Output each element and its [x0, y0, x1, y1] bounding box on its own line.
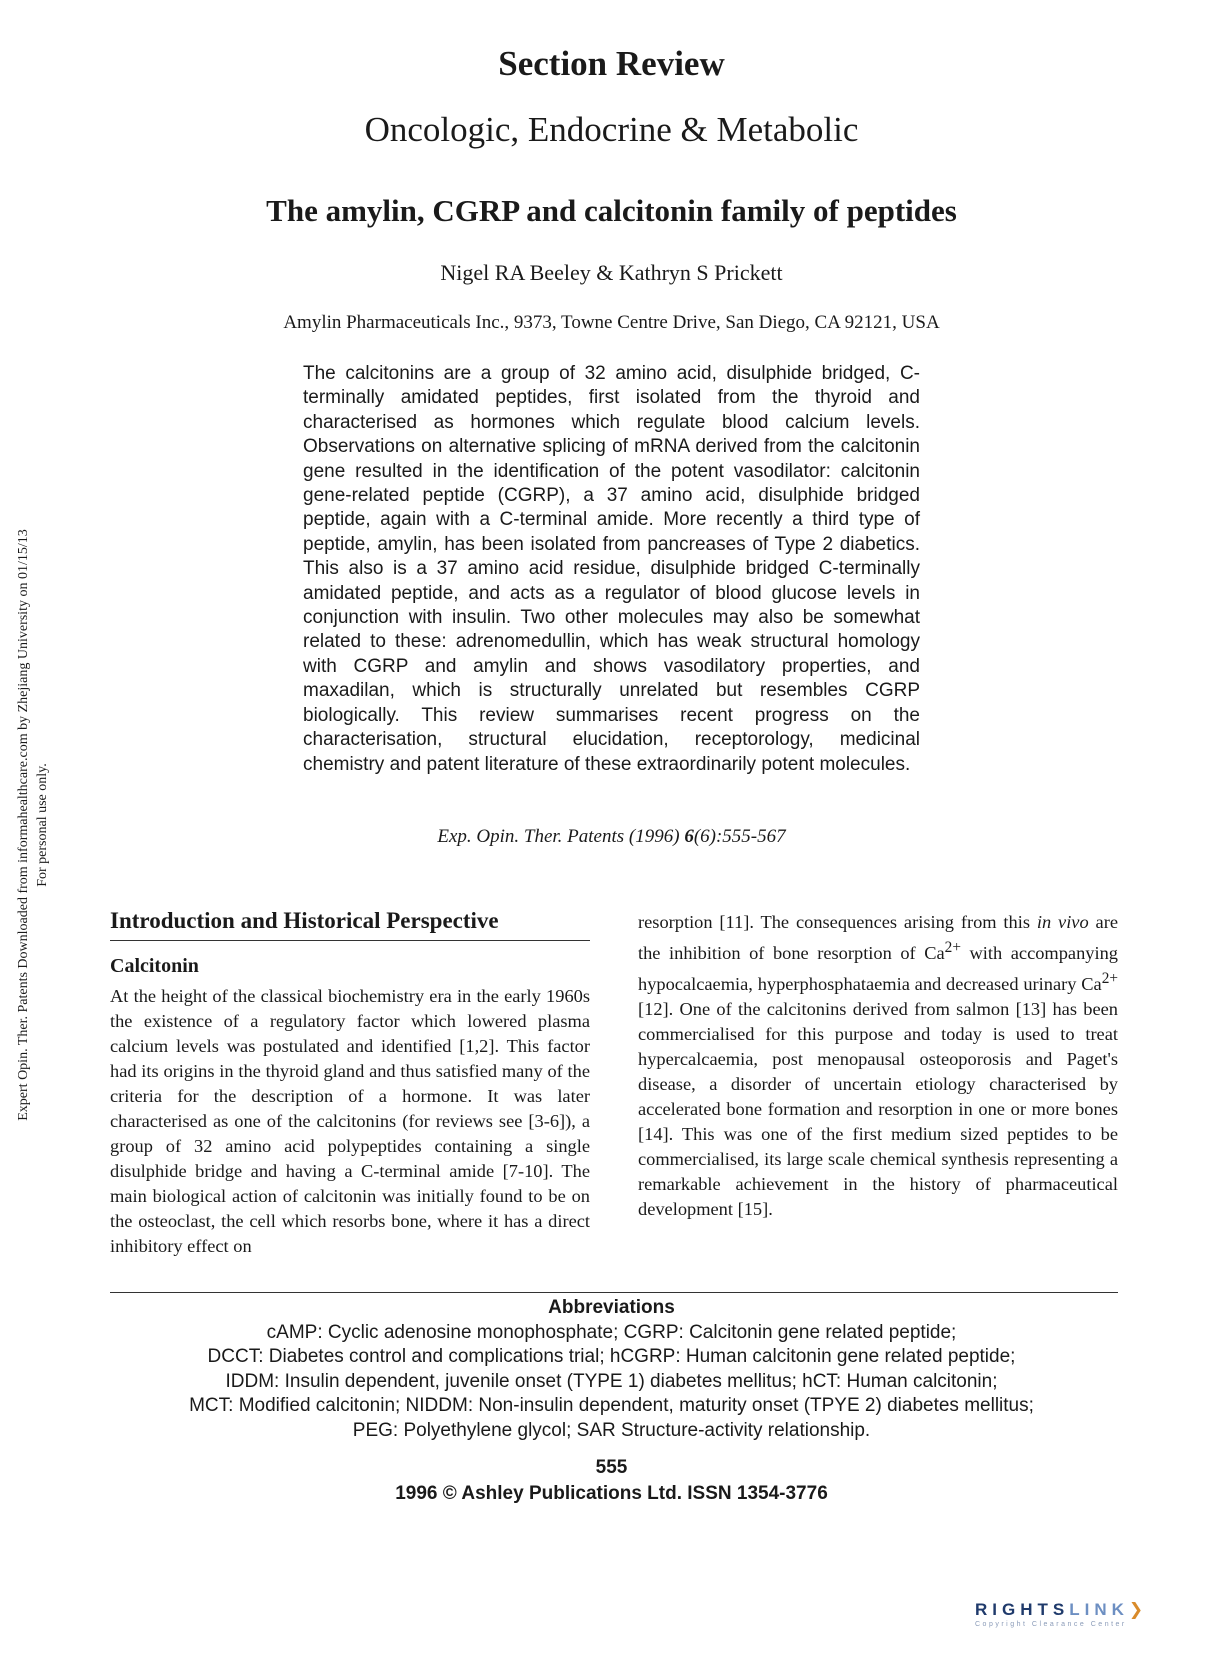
text-run: with accompanying hypocalcaemia, hyperphosphataemia and decreased urinary Ca [638, 943, 1118, 995]
citation-journal: Exp. Opin. Ther. Patents (1996) [437, 826, 685, 847]
abbreviation-line: PEG: Polyethylene glycol; SAR Structure-activity relationship. [352, 1419, 871, 1441]
citation-pages: (6):555-567 [693, 826, 786, 847]
publisher-line: 1996 © Ashley Publications Ltd. ISSN 1354-3776 [395, 1483, 828, 1504]
section-subheading: Oncologic, Endocrine & Metabolic [364, 110, 859, 149]
citation [0, 826, 1223, 848]
abbreviation-line: cAMP: Cyclic adenosine monophosphate; CGRP: Calcitonin gene related peptide; [266, 1321, 957, 1343]
italic-run: in vivo [1036, 912, 1089, 932]
personal-use-note: For personal use only. [35, 763, 50, 887]
affiliation: Amylin Pharmaceuticals Inc., 9373, Towne Centre Drive, San Diego, CA 92121, USA [283, 312, 940, 333]
left-paragraph: At the height of the classical biochemistry era in the early 1960s the existence of a regulatory factor which lowered plasma calcium levels was postulated and identified [1,2]. This factor had its origins in the thyroid gland and thus satisfied many of the criteria for the description of a hormone. It was later characterised as one of the calcitonins (for reviews see [3-6]), a group of 32 amino acid polypeptides containing a single disulphide bridge and having a C-terminal amide [7-10]. The main biological action of calcitonin was initially found to be on the osteoclast, the cell which resorbs bone, where it has a direct inhibitory effect on [110, 986, 590, 1256]
abbreviation-line: MCT: Modified calcitonin; NIDDM: Non-insulin dependent, maturity onset (TPYE 2) diabetes mellitus; [189, 1395, 1034, 1417]
text-run: [12]. One of the calcitonins derived from salmon [13] has been commercialised for this purpose and today is used to treat hypercalcaemia, post menopausal osteoporosis and Paget's disease, a disorder of uncertain etiology characterised by accelerated bone formation and resorption in one or more bones [14]. This was one of the first medium sized peptides to be commercialised, its large scale chemical synthesis representing a remarkable achievement in the history of pharmaceutical development [15]. [638, 999, 1118, 1220]
section-heading: Section Review [498, 44, 725, 83]
rightslink-wordmark [975, 1600, 1205, 1620]
page-number: 555 [595, 1457, 628, 1478]
calcitonin-heading: Calcitonin [110, 955, 199, 977]
abstract: The calcitonins are a group of 32 amino acid, disulphide bridged, C-terminally amidated peptides, first isolated from the thyroid and characterised as hormones which regulate blood calcium levels. Observations on alternative splicing of mRNA derived from the calcitonin gene resulted in the identification of the potent vasodilator: calcitonin gene-related peptide (CGRP), a 37 amino acid, disulphide bridged peptide, again with a C-terminal amide. More recently a third type of peptide, amylin, has been isolated from pancreases of Type 2 diabetics. This also is a 37 amino acid residue, disulphide bridged C-terminally amidated peptide, and acts as a regulator of blood glucose levels in conjunction with insulin. Two other molecules may also be somewhat related to these: adrenomedullin, which has weak structural homology with CGRP and amylin and shows vasodilatory properties, and maxadilan, which is structurally unrelated but resembles CGRP biologically. This review summarises recent progress on the characterisation, structural elucidation, receptorology, medicinal chemistry and patent literature of these extraordinarily potent molecules. [303, 363, 920, 775]
authors: Nigel RA Beeley & Kathryn S Prickett [440, 260, 783, 285]
abbreviations-box [0, 1296, 1223, 1444]
right-paragraph [638, 910, 1118, 1222]
citation-volume: 6 [684, 826, 694, 847]
rights-part: RIGHTS [975, 1600, 1070, 1619]
download-side-note [14, 465, 64, 1185]
superscript: 2+ [944, 939, 961, 956]
right-column [638, 910, 1118, 1222]
intro-heading: Introduction and Historical Perspective [110, 908, 590, 941]
abbreviations-heading: Abbreviations [548, 1297, 675, 1318]
abbreviation-line: IDDM: Insulin dependent, juvenile onset (TYPE 1) diabetes mellitus; hCT: Human calcitonin; [225, 1370, 998, 1392]
arrow-icon: ❯ [1128, 1600, 1149, 1619]
link-part: LINK [1069, 1600, 1129, 1619]
rightslink-logo[interactable] [975, 1600, 1205, 1640]
superscript: 2+ [1101, 970, 1118, 988]
rightslink-tagline: Copyright Clearance Center [975, 1621, 1127, 1628]
text-run: are the inhibition of bone resorption of Ca [638, 912, 1118, 964]
abbreviations-divider [110, 1292, 1118, 1293]
download-note-line: Expert Opin. Ther. Patents Downloaded from informahealthcare.com by Zhejiang University on 01/15/13 [16, 529, 31, 1121]
article-title: The amylin, CGRP and calcitonin family of peptides [266, 193, 957, 228]
abbreviation-line: DCCT: Diabetes control and complications trial; hCGRP: Human calcitonin gene related peptide; [207, 1346, 1016, 1368]
left-column [110, 908, 590, 1259]
text-run: resorption [11]. The consequences arising from this [638, 912, 1037, 932]
